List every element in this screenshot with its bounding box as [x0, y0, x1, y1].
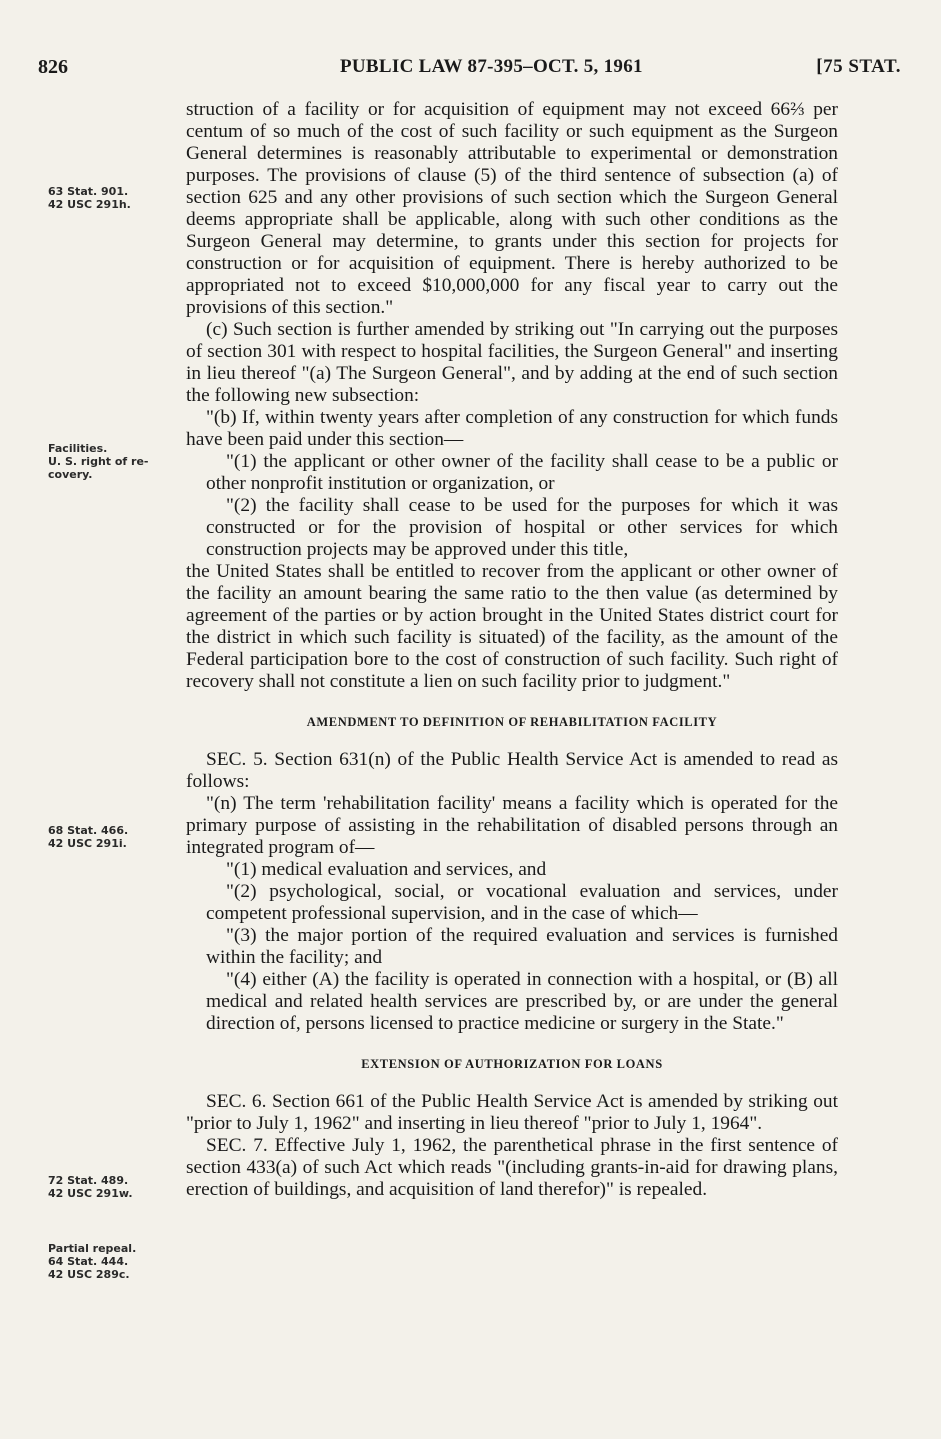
paragraph: "(1) medical evaluation and services, and: [226, 859, 547, 880]
margin-note-line: 42 USC 291h.: [48, 198, 131, 211]
margin-note-line: 42 USC 291w.: [48, 1187, 133, 1200]
paragraph: "(2) psychological, social, or vocational evaluation and services, under competent professional supervision, and in the case of which—: [206, 881, 838, 924]
paragraph: "(n) The term 'rehabilitation facility' means a facility which is operated for the primary purpose of assisting in the rehabilitation of disabled persons through an integrated program of—: [186, 793, 838, 858]
section-heading: AMENDMENT TO DEFINITION OF REHABILITATION FACILITY: [306, 715, 718, 729]
margin-note-partial-repeal: [48, 1242, 173, 1281]
margin-note-line: 63 Stat. 901.: [48, 185, 129, 198]
margin-note-line: 72 Stat. 489.: [48, 1174, 129, 1187]
margin-note-line: 42 USC 291i.: [48, 837, 127, 850]
running-title: PUBLIC LAW 87-395–OCT. 5, 1961: [340, 56, 643, 77]
paragraph: SEC. 7. Effective July 1, 1962, the parenthetical phrase in the first sentence of section 433(a) of such Act which reads "(including grants-in-aid for drawing plans, erection of buildings, and acquisition of land therefor)" is repealed.: [186, 1135, 838, 1200]
paragraph: the United States shall be entitled to recover from the applicant or other owner of the facility an amount bearing the same ratio to the then value (as determined by agreement of the parties or by action brought in the United States district court for the district in which such facility is situated) of the facility, as the amount of the Federal participation bore to the cost of construction of such facility. Such right of recovery shall not constitute a lien on such facility prior to judgment.": [186, 561, 838, 692]
paragraph: "(2) the facility shall cease to be used for the purposes for which it was constructed or for the provision of hospital or other services for which construction projects may be approved under this title,: [206, 495, 838, 560]
margin-note-line: Partial repeal.: [48, 1242, 137, 1255]
paragraph: (c) Such section is further amended by striking out "In carrying out the purposes of section 301 with respect to hospital facilities, the Surgeon General" and inserting in lieu thereof "(a) The Surgeon General", and by adding at the end of such section the following new subsection:: [186, 319, 838, 406]
margin-note-line: 68 Stat. 466.: [48, 824, 129, 837]
paragraph: "(1) the applicant or other owner of the facility shall cease to be a public or other nonprofit institution or organization, or: [206, 451, 838, 494]
page-header: [38, 56, 901, 86]
margin-note-line: Facilities.: [48, 442, 108, 455]
paragraph: "(b) If, within twenty years after completion of any construction for which funds have been paid under this section—: [186, 407, 838, 450]
paragraph: SEC. 6. Section 661 of the Public Health Service Act is amended by striking out "prior to July 1, 1962" and inserting in lieu thereof "prior to July 1, 1964".: [186, 1091, 838, 1134]
margin-note-line: covery.: [48, 468, 93, 481]
statute-volume: [75 STAT.: [816, 56, 901, 77]
margin-note-line: 42 USC 289c.: [48, 1268, 130, 1281]
margin-note-line: U. S. right of re-: [48, 455, 149, 468]
paragraph: "(3) the major portion of the required evaluation and services is furnished within the facility; and: [206, 925, 838, 968]
margin-note-citation: [48, 185, 173, 211]
margin-note-facilities: [48, 442, 173, 481]
paragraph: SEC. 5. Section 631(n) of the Public Health Service Act is amended to read as follows:: [186, 749, 838, 792]
margin-note-citation: [48, 824, 173, 850]
margin-note-line: 64 Stat. 444.: [48, 1255, 129, 1268]
body-text: [186, 99, 838, 1201]
section-heading: EXTENSION OF AUTHORIZATION FOR LOANS: [361, 1057, 663, 1071]
margin-note-citation: [48, 1174, 173, 1200]
paragraph: struction of a facility or for acquisition of equipment may not exceed 66⅔ per centum of so much of the cost of such facility or such equipment as the Surgeon General determines is reasonably attributable to experimental or demonstration purposes. The provisions of clause (5) of the third sentence of subsection (a) of section 625 and any other provisions of such section which the Surgeon General deems appropriate shall be applicable, along with such other conditions as the Surgeon General may determine, to grants under this section for projects for construction or for acquisition of equipment. There is hereby authorized to be appropriated not to exceed $10,000,000 for any fiscal year to carry out the provisions of this section.": [186, 99, 838, 318]
paragraph: "(4) either (A) the facility is operated in connection with a hospital, or (B) all medical and related health services are prescribed by, or are under the general direction of, persons licensed to practice medicine or surgery in the State.": [206, 969, 838, 1034]
page-number: 826: [38, 56, 68, 78]
